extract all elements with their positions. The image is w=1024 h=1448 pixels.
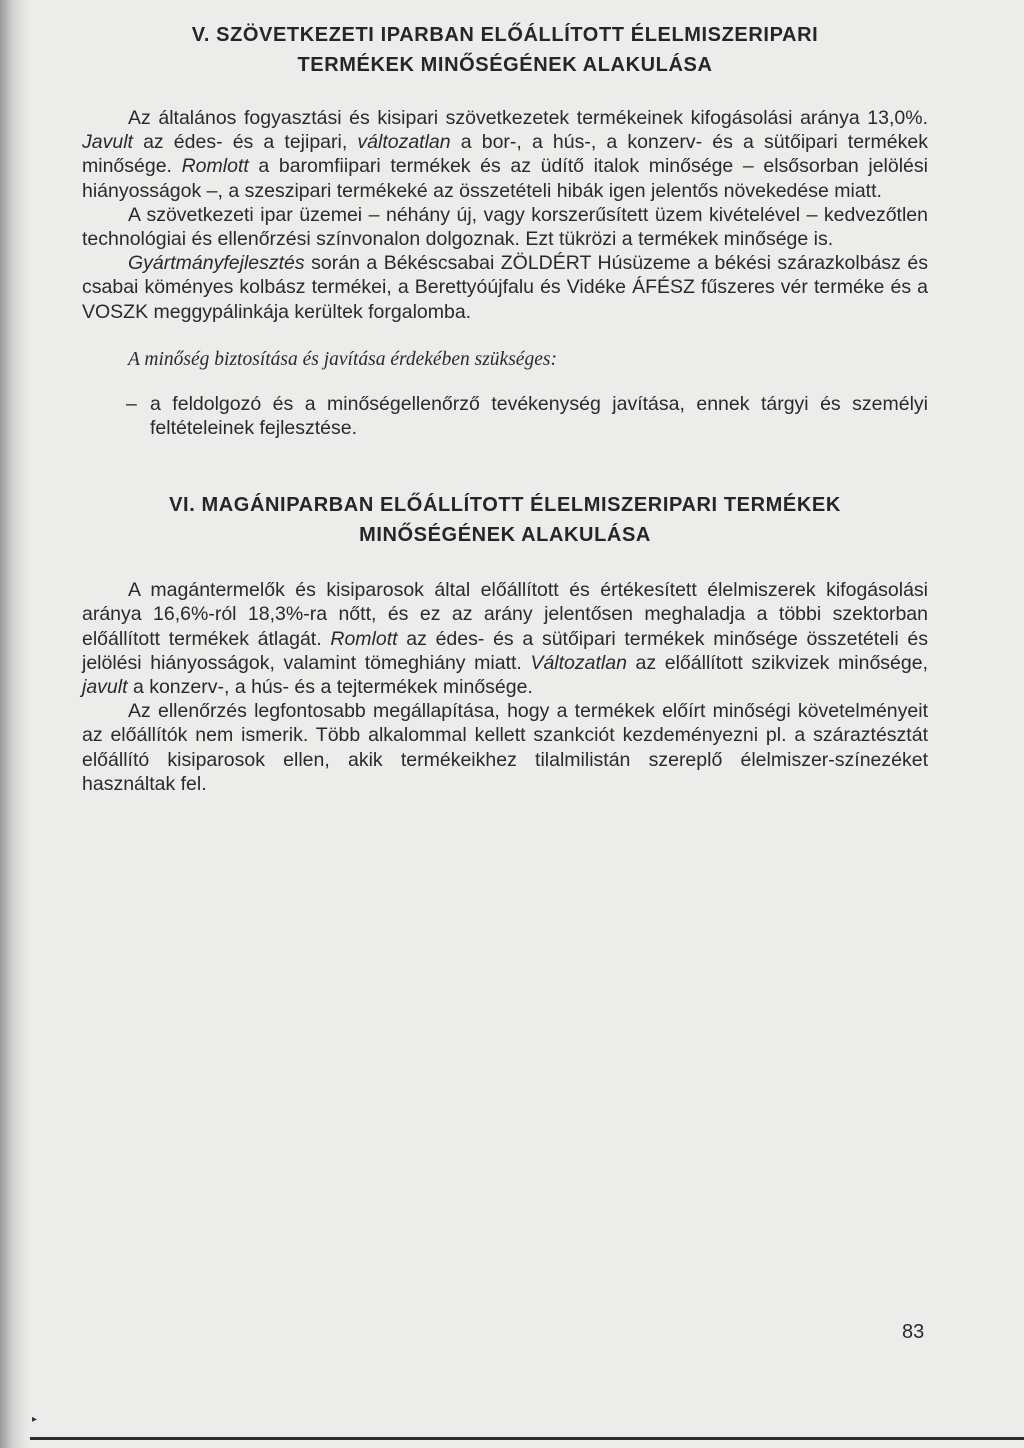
requirement-text: a feldolgozó és a minőségellenőrző tevékenység javítása, ennek tárgyi és személyi feltételeinek fejlesztése. (150, 392, 928, 440)
page-number: 83 (902, 1321, 925, 1343)
dash-bullet: – (126, 392, 137, 415)
section-6-paragraph-2: Az ellenőrzés legfontosabb megállapítása, hogy a termékek előírt minőségi követelményeit az előállítók nem ismerik. Több alkalommal kellett szankciót kezdeményezni pl. a száraztésztát előállító kisiparosok ellen, akik termékeikhez tilalmilistán szereplő élelmiszer-színezéket használtak fel. (82, 700, 928, 795)
section-6-paragraph-1 (82, 578, 928, 699)
binding-shadow (0, 0, 30, 1448)
section-6-heading (82, 490, 928, 550)
section-5-title-line-2: TERMÉKEK MINŐSÉGÉNEK ALAKULÁSA (297, 54, 713, 76)
emphasis-worsened: Romlott (181, 155, 249, 178)
text-run: az édes- és a sütőipari termékek minősége összetételi és jelölési hiányosságok, valamint tömeghiány miatt. (82, 627, 928, 674)
requirement-item (82, 392, 928, 440)
scan-mark: ▸ (32, 1414, 38, 1425)
section-6-title-line-2: MINŐSÉGÉNEK ALAKULÁSA (359, 524, 651, 547)
text-run: A magántermelők és kisiparosok által előállított és értékesített élelmiszerek kifogásolási aránya 16,6%-ról 18,3%-ra nőtt, és ez az arány jelentősen meghaladja a többi szektorban előállított termékek átlagát. (82, 579, 928, 650)
section-5-title-line-1: V. SZÖVETKEZETI IPARBAN ELŐÁLLÍTOTT ÉLELMISZERIPARI (191, 24, 819, 46)
section-5-heading (82, 20, 928, 80)
emphasis-unchanged: változatlan (357, 131, 451, 154)
emphasis-improved: javult (82, 676, 128, 699)
text-run: az előállított szikvizek minősége, (626, 651, 929, 674)
section-6-title-line-1: VI. MAGÁNIPARBAN ELŐÁLLÍTOTT ÉLELMISZERIPARI TERMÉKEK (169, 494, 841, 517)
text-run: a baromfiipari termékek és az üdítő italok minősége – elsősorban jelölési hiányosságok –, a szeszipari termékeké az összetételi hibák igen jelentős növekedése miatt. (82, 155, 928, 202)
text-run: a bor-, a hús-, a konzerv- és a sütőipari termékek minősége. (82, 131, 928, 178)
text-run: a konzerv-, a hús- és a tejtermékek minősége. (127, 676, 533, 699)
section-5-paragraph-1 (82, 106, 928, 203)
text-run: Az általános fogyasztási és kisipari szövetkezetek termékeinek kifogásolási aránya 13,0%. (128, 107, 928, 129)
emphasis-improved: Javult (82, 131, 133, 154)
bottom-rule (30, 1437, 1024, 1440)
emphasis-unchanged: Változatlan (530, 651, 627, 674)
page-content (82, 20, 928, 796)
emphasis-product-development: Gyártmányfejlesztés (128, 252, 305, 275)
section-5-paragraph-2: A szövetkezeti ipar üzemei – néhány új, vagy korszerűsített üzem kivételével – kedvezőtlen technológiai és ellenőrzési színvonalon dolgoznak. Ezt tükrözi a termékek minősége is. (82, 203, 928, 251)
section-5-paragraph-3 (82, 251, 928, 324)
emphasis-worsened: Romlott (330, 627, 398, 650)
text-run: során a Békéscsabai ZÖLDÉRT Húsüzeme a békési szárazkolbász és csabai köményes kolbász termékei, a Berettyóújfalu és Vidéke ÁFÉSZ fűszeres vér terméke és a VOSZK meggypálinkája kerültek forgalomba. (82, 252, 928, 323)
text-run: az édes- és a tejipari, (132, 131, 358, 154)
requirements-heading: A minőség biztosítása és javítása érdekében szükséges: (128, 348, 557, 370)
section-spacer (82, 440, 928, 490)
